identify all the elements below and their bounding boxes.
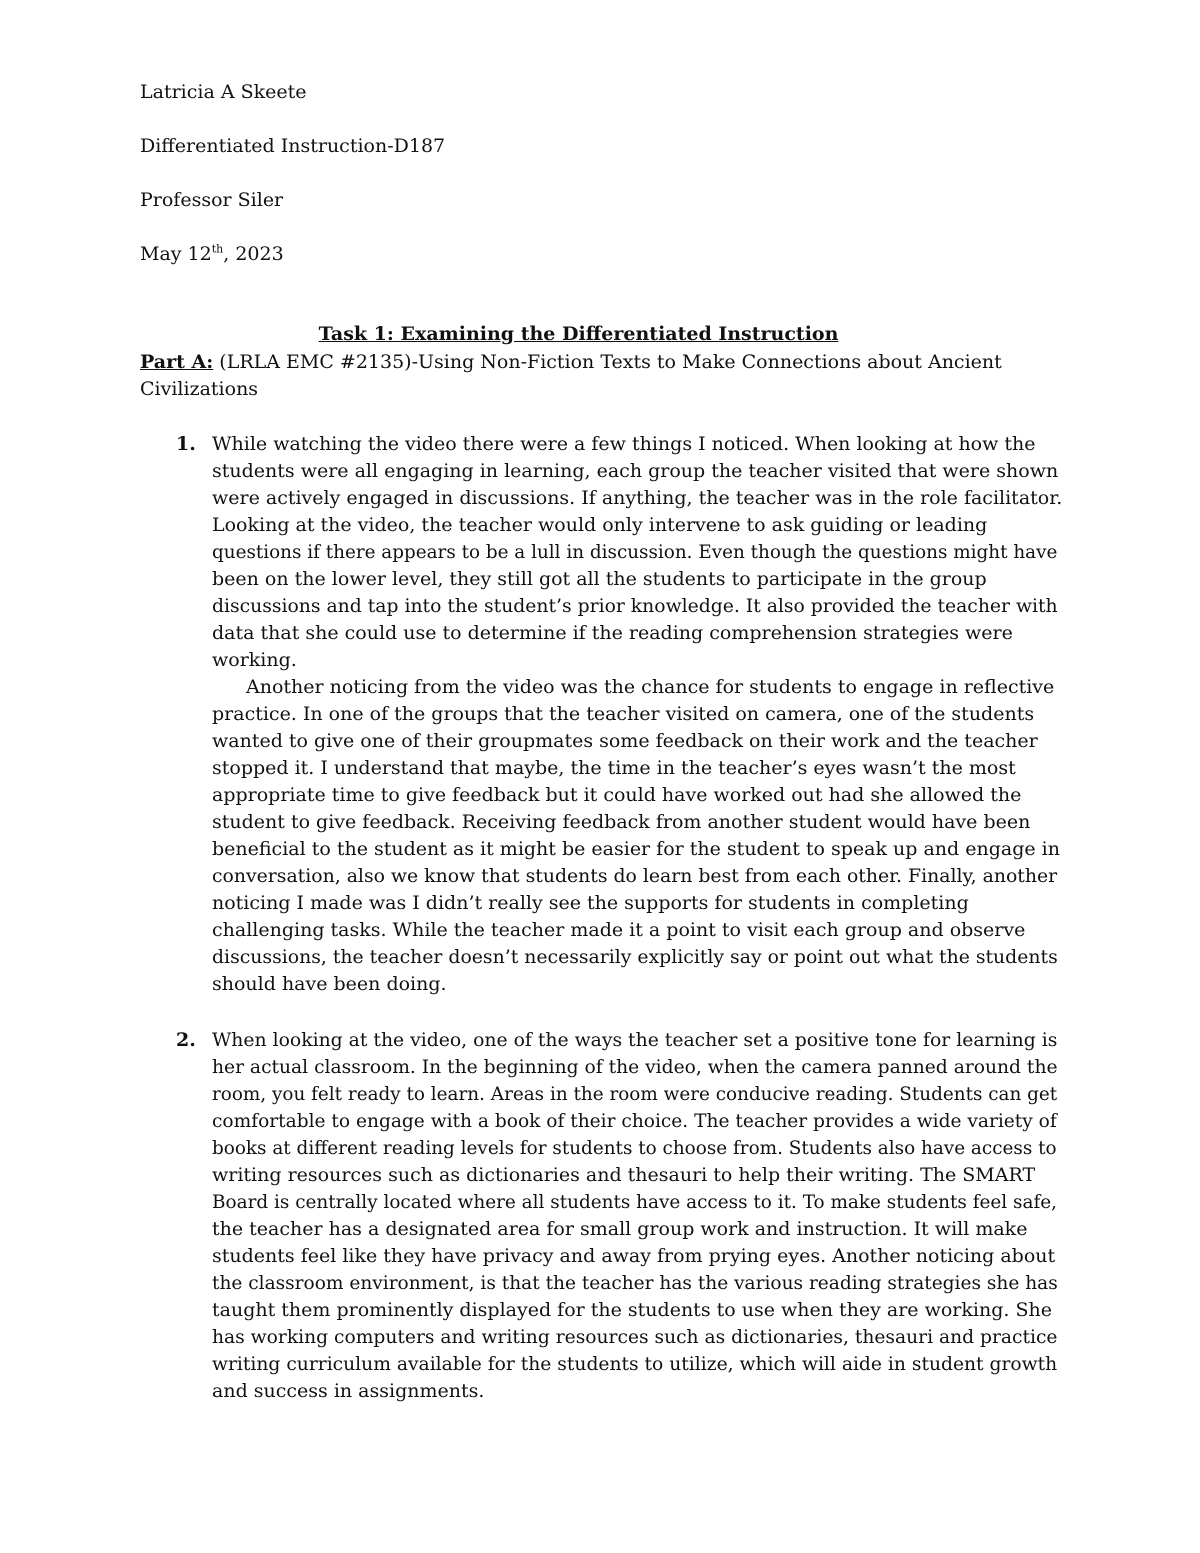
text-line: working. (212, 649, 297, 671)
part-heading-line-2: Civilizations (140, 378, 259, 400)
text-line: questions if there appears to be a lull in discussion. Even though the questions might have (212, 542, 1058, 563)
text-line: beneficial to the student as it might be easier for the student to speak up and engage in (212, 838, 1060, 860)
text-line: challenging tasks. While the teacher made it a point to visit each group and observe (212, 919, 1026, 941)
date-suffix: , 2023 (223, 243, 284, 265)
list-number-2: 2. (176, 1029, 196, 1051)
part-description: (LRLA EMC #2135)-Using Non-Fiction Texts to Make Connections about Ancient (213, 351, 1002, 373)
submission-date (140, 241, 284, 268)
part-label: Part A: (140, 351, 214, 373)
text-line: Another noticing from the video was the chance for students to engage in reflective (246, 676, 1055, 698)
text-line: should have been doing. (212, 973, 447, 995)
list-item-2-text (212, 1027, 1062, 1405)
part-heading-line-1 (140, 349, 1040, 376)
text-line: Board is centrally located where all students have access to it. To make students feel safe, (212, 1192, 1058, 1213)
text-line: students were all engaging in learning, each group the teacher visited that were shown (212, 460, 1059, 482)
course-name: Differentiated Instruction-D187 (140, 135, 446, 157)
text-line: been on the lower level, they still got all the students to participate in the group (212, 568, 987, 590)
text-line: books at different reading levels for students to choose from. Students also have access to (212, 1138, 1057, 1159)
text-line: discussions, the teacher doesn’t necessarily explicitly say or point out what the students (212, 947, 1058, 968)
text-line: data that she could use to determine if the reading comprehension strategies were (212, 622, 1013, 644)
text-line: the classroom environment, is that the teacher has the various reading strategies she has (212, 1273, 1058, 1294)
text-line: her actual classroom. In the beginning of the video, when the camera panned around the (212, 1057, 1058, 1078)
text-line: practice. In one of the groups that the teacher visited on camera, one of the students (212, 703, 1035, 725)
text-line: the teacher has a designated area for small group work and instruction. It will make (212, 1218, 1028, 1240)
text-line: writing curriculum available for the students to utilize, which will aide in student growth (212, 1354, 1058, 1375)
task-title: Task 1: Examining the Differentiated Instruction (318, 323, 839, 345)
text-line: appropriate time to give feedback but it could have worked out had she allowed the (212, 784, 1022, 806)
text-line: discussions and tap into the student’s prior knowledge. It also provided the teacher with (212, 596, 1058, 617)
text-line: conversation, also we know that students do learn best from each other. Finally, another (212, 866, 1058, 887)
text-line: Looking at the video, the teacher would only intervene to ask guiding or leading (212, 514, 988, 536)
text-line: student to give feedback. Receiving feedback from another student would have been (212, 811, 1031, 833)
list-number-1: 1. (176, 433, 196, 455)
text-line: has working computers and writing resources such as dictionaries, thesauri and practice (212, 1327, 1058, 1348)
text-line: students feel like they have privacy and away from prying eyes. Another noticing about (212, 1245, 1056, 1267)
text-line: and success in assignments. (212, 1380, 485, 1402)
text-line: were actively engaged in discussions. If anything, the teacher was in the role facilitator. (212, 487, 1063, 509)
text-line: While watching the video there were a few things I noticed. When looking at how the (212, 433, 1036, 455)
text-line: room, you felt ready to learn. Areas in the room were conducive reading. Students can get (212, 1084, 1058, 1105)
text-line: taught them prominently displayed for the students to use when they are working. She (212, 1299, 1052, 1321)
text-line: When looking at the video, one of the ways the teacher set a positive tone for learning is (212, 1030, 1058, 1051)
part-heading (140, 349, 1040, 403)
author-name: Latricia A Skeete (140, 81, 307, 103)
text-line: stopped it. I understand that maybe, the time in the teacher’s eyes wasn’t the most (212, 757, 1016, 779)
text-line: wanted to give one of their groupmates some feedback on their work and the teacher (212, 730, 1038, 752)
text-line: writing resources such as dictionaries and thesauri to help their writing. The SMART (212, 1164, 1036, 1186)
date-prefix: May 12 (140, 243, 212, 265)
date-superscript: th (211, 242, 224, 256)
professor-name: Professor Siler (140, 189, 284, 211)
text-line: noticing I made was I didn’t really see the supports for students in completing (212, 892, 969, 914)
text-line: comfortable to engage with a book of their choice. The teacher provides a wide variety of (212, 1111, 1057, 1132)
list-item-1-text (212, 431, 1062, 998)
